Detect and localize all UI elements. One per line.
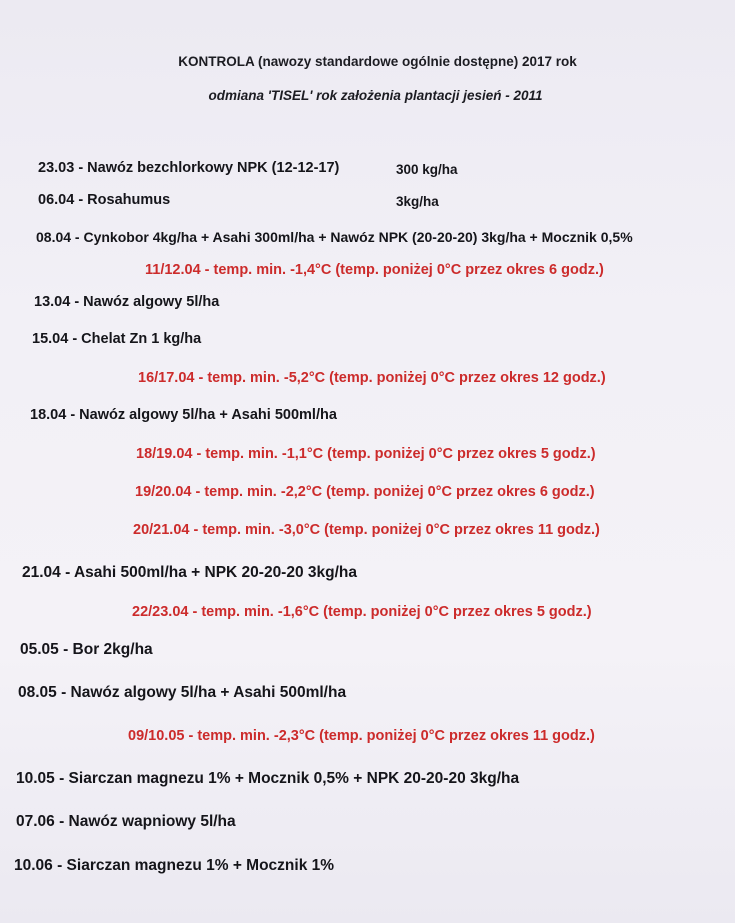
entry-fertilizer: 21.04 - Asahi 500ml/ha + NPK 20-20-20 3kg/ha [22, 564, 357, 581]
entry-fertilizer: 10.05 - Siarczan magnezu 1% + Mocznik 0,5% + NPK 20-20-20 3kg/ha [16, 770, 520, 787]
entry-frost: 16/17.04 - temp. min. -5,2°C (temp. poniżej 0°C przez okres 12 godz.) [138, 370, 606, 386]
entry-frost: 20/21.04 - temp. min. -3,0°C (temp. poniżej 0°C przez okres 11 godz.) [133, 522, 600, 538]
entry-fertilizer: 07.06 - Nawóz wapniowy 5l/ha [16, 813, 236, 830]
entry-fertilizer: 23.03 - Nawóz bezchlorkowy NPK (12-12-17) [38, 160, 340, 176]
entry-fertilizer: 18.04 - Nawóz algowy 5l/ha + Asahi 500ml/ha [30, 407, 337, 423]
entry-fertilizer: 08.05 - Nawóz algowy 5l/ha + Asahi 500ml/ha [18, 684, 347, 701]
entry-fertilizer: 10.06 - Siarczan magnezu 1% + Mocznik 1% [14, 857, 335, 874]
entry-fertilizer: 08.04 - Cynkobor 4kg/ha + Asahi 300ml/ha + Nawóz NPK (20-20-20) 3kg/ha + Mocznik 0,5% [36, 229, 633, 245]
entry-frost: 22/23.04 - temp. min. -1,6°C (temp. poniżej 0°C przez okres 5 godz.) [132, 604, 592, 620]
entry-fertilizer: 13.04 - Nawóz algowy 5l/ha [34, 294, 220, 310]
entry-fertilizer: 15.04 - Chelat Zn 1 kg/ha [32, 331, 202, 347]
document-title: KONTROLA (nawozy standardowe ogólnie dostępne) 2017 rok [178, 54, 577, 69]
entry-frost: 18/19.04 - temp. min. -1,1°C (temp. poniżej 0°C przez okres 5 godz.) [136, 446, 596, 462]
entry-frost: 19/20.04 - temp. min. -2,2°C (temp. poniżej 0°C przez okres 6 godz.) [135, 484, 595, 500]
entry-amount: 3kg/ha [396, 194, 439, 209]
entry-frost: 11/12.04 - temp. min. -1,4°C (temp. poniżej 0°C przez okres 6 godz.) [145, 262, 604, 278]
entry-amount: 300 kg/ha [396, 162, 458, 177]
entry-fertilizer: 06.04 - Rosahumus [38, 192, 171, 208]
entry-frost: 09/10.05 - temp. min. -2,3°C (temp. poniżej 0°C przez okres 11 godz.) [128, 728, 595, 744]
entry-fertilizer: 05.05 - Bor 2kg/ha [20, 641, 153, 658]
document-subtitle: odmiana 'TISEL' rok założenia plantacji jesień - 2011 [208, 88, 543, 103]
